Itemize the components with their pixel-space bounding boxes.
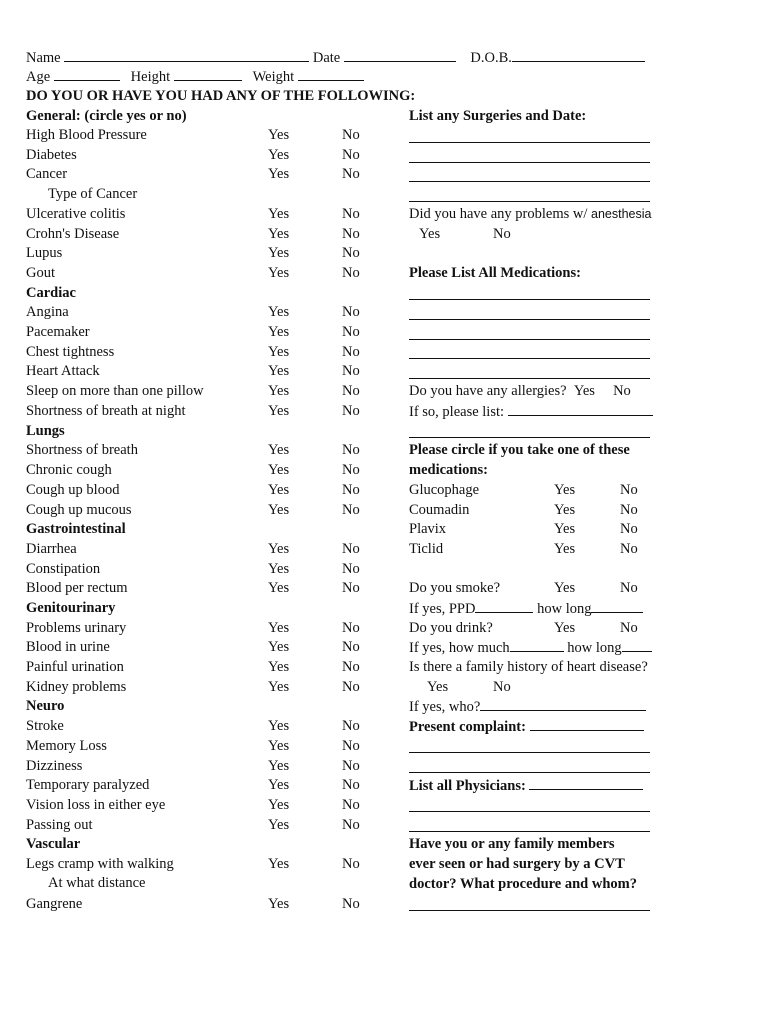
- yes-option[interactable]: Yes: [268, 166, 290, 182]
- med-row-glucophage: [409, 482, 649, 502]
- complaint-line[interactable]: [409, 772, 650, 773]
- anesthesia-no[interactable]: No: [493, 226, 511, 242]
- section-genitourinary: [26, 600, 376, 620]
- row-cough-blood: [26, 482, 376, 502]
- med-name: Glucophage: [409, 482, 480, 498]
- cvt-question-line-3: doctor? What procedure and whom?: [409, 876, 637, 892]
- section-genitourinary-label: Genitourinary: [26, 600, 116, 616]
- allergies-question: [409, 383, 631, 400]
- dob-field[interactable]: [512, 49, 645, 62]
- row-vision-loss: [26, 797, 376, 817]
- row-label: High Blood Pressure: [26, 127, 147, 143]
- anesthesia-question: [409, 206, 652, 223]
- yes-option[interactable]: Yes: [268, 383, 290, 399]
- med-row-plavix: [409, 521, 649, 541]
- if-yes-who-field[interactable]: [480, 698, 646, 711]
- no-option[interactable]: No: [342, 403, 360, 419]
- surgeries-heading: List any Surgeries and Date:: [409, 108, 587, 124]
- no-option[interactable]: No: [342, 817, 360, 833]
- row-label: Cough up blood: [26, 482, 120, 498]
- row-label: Type of Cancer: [48, 186, 138, 202]
- anesthesia-question-text: Did you have any problems w/: [409, 206, 588, 222]
- section-vascular: [26, 836, 376, 856]
- row-label: Chest tightness: [26, 344, 115, 360]
- header-line-1: [26, 49, 645, 67]
- no-option[interactable]: No: [620, 620, 638, 636]
- form-question: DO YOU OR HAVE YOU HAD ANY OF THE FOLLOWING:: [26, 88, 416, 104]
- no-option[interactable]: No: [342, 502, 360, 518]
- row-label: Blood per rectum: [26, 580, 128, 596]
- yes-option[interactable]: Yes: [554, 521, 576, 537]
- no-option[interactable]: No: [342, 363, 360, 379]
- no-option[interactable]: No: [342, 718, 360, 734]
- yes-option[interactable]: Yes: [268, 561, 290, 577]
- ppd-label: If yes, PPD: [409, 601, 476, 617]
- yes-option[interactable]: Yes: [268, 344, 290, 360]
- yes-option[interactable]: Yes: [268, 363, 290, 379]
- row-angina: [26, 304, 376, 324]
- yes-option[interactable]: Yes: [268, 659, 290, 675]
- yes-option[interactable]: Yes: [268, 265, 290, 281]
- present-complaint-field[interactable]: [530, 718, 644, 731]
- section-cardiac-label: Cardiac: [26, 285, 76, 301]
- anesthesia-yes[interactable]: Yes: [419, 226, 441, 242]
- med-row-coumadin: [409, 502, 649, 522]
- drink-row: [409, 620, 649, 640]
- if-yes-who-row: [409, 698, 646, 716]
- medications-heading: Please List All Medications:: [409, 265, 581, 281]
- row-diabetes: [26, 147, 376, 167]
- no-option[interactable]: No: [342, 896, 360, 912]
- yes-option[interactable]: Yes: [554, 620, 576, 636]
- smoke-row: [409, 580, 649, 600]
- med-name: Ticlid: [409, 541, 444, 557]
- no-option[interactable]: No: [342, 777, 360, 793]
- no-option[interactable]: No: [620, 580, 638, 596]
- no-option[interactable]: No: [342, 127, 360, 143]
- yes-option[interactable]: Yes: [268, 777, 290, 793]
- yes-option[interactable]: Yes: [268, 403, 290, 419]
- row-blood-rectum: [26, 580, 376, 600]
- row-heart-attack: [26, 363, 376, 383]
- yes-option[interactable]: Yes: [268, 206, 290, 222]
- row-constipation: [26, 561, 376, 581]
- row-label: Passing out: [26, 817, 93, 833]
- dob-label: D.O.B.: [470, 50, 512, 66]
- section-vascular-label: Vascular: [26, 836, 81, 852]
- physicians-row: [409, 777, 643, 795]
- yes-option[interactable]: Yes: [554, 580, 576, 596]
- drink-amount-row: [409, 639, 652, 657]
- yes-option[interactable]: Yes: [268, 147, 290, 163]
- medications-line[interactable]: [409, 339, 650, 340]
- allergies-question-text: Do you have any allergies?: [409, 383, 567, 399]
- complaint-line[interactable]: [409, 752, 650, 753]
- med-row-ticlid: [409, 541, 649, 561]
- cvt-answer-line[interactable]: [409, 910, 650, 911]
- weight-field[interactable]: [298, 68, 364, 81]
- row-label: Legs cramp with walking: [26, 856, 174, 872]
- no-option[interactable]: No: [620, 521, 638, 537]
- yes-option[interactable]: Yes: [268, 482, 290, 498]
- no-option[interactable]: No: [342, 147, 360, 163]
- med-name: Coumadin: [409, 502, 470, 518]
- header-line-2: [26, 68, 364, 86]
- surgeries-line[interactable]: [409, 181, 650, 182]
- row-label: Shortness of breath at night: [26, 403, 186, 419]
- row-label: Stroke: [26, 718, 64, 734]
- row-pacemaker: [26, 324, 376, 344]
- med-name: Plavix: [409, 521, 447, 537]
- row-temporary-paralyzed: [26, 777, 376, 797]
- row-label: Heart Attack: [26, 363, 100, 379]
- no-option[interactable]: No: [342, 659, 360, 675]
- medications-line[interactable]: [409, 358, 650, 359]
- physicians-line[interactable]: [409, 831, 650, 832]
- physicians-field[interactable]: [529, 777, 643, 790]
- yes-option[interactable]: Yes: [554, 541, 576, 557]
- yes-option[interactable]: Yes: [268, 758, 290, 774]
- yes-option[interactable]: Yes: [268, 304, 290, 320]
- yes-option[interactable]: Yes: [268, 896, 290, 912]
- row-gangrene: [26, 896, 376, 916]
- yes-option[interactable]: Yes: [268, 127, 290, 143]
- row-painful-urination: [26, 659, 376, 679]
- age-label: Age: [26, 69, 51, 85]
- row-what-distance: [26, 875, 376, 895]
- row-sleep-pillow: [26, 383, 376, 403]
- yes-option[interactable]: Yes: [268, 226, 290, 242]
- row-label: Constipation: [26, 561, 101, 577]
- ppd-row: [409, 600, 643, 618]
- row-legs-cramp: [26, 856, 376, 876]
- row-label: Lupus: [26, 245, 63, 261]
- row-label: Angina: [26, 304, 69, 320]
- no-option[interactable]: No: [342, 226, 360, 242]
- anesthesia-word: anesthesia: [591, 207, 652, 221]
- no-option[interactable]: No: [342, 561, 360, 577]
- no-option[interactable]: No: [342, 738, 360, 754]
- smoke-how-long-field[interactable]: [591, 600, 643, 613]
- no-option[interactable]: No: [342, 166, 360, 182]
- row-sob-night: [26, 403, 376, 423]
- name-label: Name: [26, 50, 61, 66]
- yes-option[interactable]: Yes: [268, 620, 290, 636]
- row-ulcerative-colitis: [26, 206, 376, 226]
- row-label: Chronic cough: [26, 462, 112, 478]
- yes-option[interactable]: Yes: [268, 738, 290, 754]
- no-option[interactable]: No: [342, 245, 360, 261]
- row-label: Gout: [26, 265, 55, 281]
- row-shortness-of-breath: [26, 442, 376, 462]
- yes-option[interactable]: Yes: [554, 502, 576, 518]
- no-option[interactable]: No: [342, 206, 360, 222]
- smoke-question: Do you smoke?: [409, 580, 501, 596]
- yes-option[interactable]: Yes: [554, 482, 576, 498]
- row-crohns: [26, 226, 376, 246]
- section-gastrointestinal: [26, 521, 376, 541]
- medications-line[interactable]: [409, 378, 650, 379]
- no-option[interactable]: No: [342, 856, 360, 872]
- row-label: Shortness of breath: [26, 442, 138, 458]
- if-yes-who-label: If yes, who?: [409, 699, 481, 715]
- row-kidney: [26, 679, 376, 699]
- row-type-of-cancer: [26, 186, 376, 206]
- family-history-no[interactable]: No: [493, 679, 511, 695]
- yes-option[interactable]: Yes: [268, 856, 290, 872]
- ppd-field[interactable]: [475, 600, 533, 613]
- row-label: Gangrene: [26, 896, 83, 912]
- drink-question: Do you drink?: [409, 620, 493, 636]
- section-cardiac: [26, 285, 376, 305]
- section-lungs: [26, 423, 376, 443]
- allergies-line[interactable]: [409, 437, 650, 438]
- yes-option[interactable]: Yes: [268, 639, 290, 655]
- row-label: Cough up mucous: [26, 502, 132, 518]
- row-label: Vision loss in either eye: [26, 797, 166, 813]
- circle-meds-line-2: medications:: [409, 462, 488, 478]
- row-chest-tightness: [26, 344, 376, 364]
- row-label: Memory Loss: [26, 738, 107, 754]
- row-gout: [26, 265, 376, 285]
- yes-option[interactable]: Yes: [268, 718, 290, 734]
- how-much-label: If yes, how much: [409, 640, 510, 656]
- section-lungs-label: Lungs: [26, 423, 65, 439]
- yes-option[interactable]: Yes: [268, 462, 290, 478]
- row-label: Sleep on more than one pillow: [26, 383, 204, 399]
- row-passing-out: [26, 817, 376, 837]
- no-option[interactable]: No: [342, 383, 360, 399]
- section-gastrointestinal-label: Gastrointestinal: [26, 521, 126, 537]
- no-option[interactable]: No: [342, 344, 360, 360]
- section-general: [26, 108, 376, 128]
- no-option[interactable]: No: [620, 541, 638, 557]
- allergies-list-field[interactable]: [508, 403, 653, 416]
- no-option[interactable]: No: [620, 502, 638, 518]
- section-neuro-label: Neuro: [26, 698, 65, 714]
- name-field[interactable]: [64, 49, 309, 62]
- row-stroke: [26, 718, 376, 738]
- how-long-label: how long: [537, 601, 592, 617]
- date-label: Date: [312, 50, 341, 66]
- cvt-question-line-1: Have you or any family members: [409, 836, 615, 852]
- row-lupus: [26, 245, 376, 265]
- yes-option[interactable]: Yes: [268, 324, 290, 340]
- weight-label: Weight: [252, 69, 295, 85]
- surgeries-line[interactable]: [409, 162, 650, 163]
- medications-line[interactable]: [409, 319, 650, 320]
- row-chronic-cough: [26, 462, 376, 482]
- row-label: Kidney problems: [26, 679, 127, 695]
- yes-option[interactable]: Yes: [268, 502, 290, 518]
- allergies-no[interactable]: No: [613, 383, 631, 399]
- no-option[interactable]: No: [342, 639, 360, 655]
- row-dizziness: [26, 758, 376, 778]
- circle-meds-line-1: Please circle if you take one of these: [409, 442, 630, 458]
- row-label: Blood in urine: [26, 639, 110, 655]
- row-label: Cancer: [26, 166, 68, 182]
- yes-option[interactable]: Yes: [268, 679, 290, 695]
- row-label: Painful urination: [26, 659, 124, 675]
- allergies-yes[interactable]: Yes: [573, 383, 595, 399]
- section-general-label: General: (circle yes or no): [26, 108, 187, 124]
- row-label: At what distance: [48, 875, 146, 891]
- drink-how-long-field[interactable]: [622, 639, 652, 652]
- no-option[interactable]: No: [342, 541, 360, 557]
- row-label: Ulcerative colitis: [26, 206, 126, 222]
- no-option[interactable]: No: [342, 580, 360, 596]
- row-label: Temporary paralyzed: [26, 777, 150, 793]
- no-option[interactable]: No: [342, 679, 360, 695]
- no-option[interactable]: No: [620, 482, 638, 498]
- no-option[interactable]: No: [342, 265, 360, 281]
- row-label: Problems urinary: [26, 620, 127, 636]
- yes-option[interactable]: Yes: [268, 797, 290, 813]
- row-diarrhea: [26, 541, 376, 561]
- no-option[interactable]: No: [342, 482, 360, 498]
- height-field[interactable]: [174, 68, 242, 81]
- yes-option[interactable]: Yes: [268, 817, 290, 833]
- row-label: Crohn's Disease: [26, 226, 120, 242]
- no-option[interactable]: No: [342, 324, 360, 340]
- row-label: Diabetes: [26, 147, 77, 163]
- yes-option[interactable]: Yes: [268, 245, 290, 261]
- row-high-blood-pressure: [26, 127, 376, 147]
- row-label: Dizziness: [26, 758, 83, 774]
- row-cough-mucous: [26, 502, 376, 522]
- row-memory-loss: [26, 738, 376, 758]
- row-label: Diarrhea: [26, 541, 77, 557]
- allergies-list-row: [409, 403, 653, 421]
- medications-line[interactable]: [409, 299, 650, 300]
- row-blood-urine: [26, 639, 376, 659]
- no-option[interactable]: No: [342, 304, 360, 320]
- date-field[interactable]: [344, 49, 456, 62]
- no-option[interactable]: No: [342, 442, 360, 458]
- surgeries-line[interactable]: [409, 142, 650, 143]
- present-complaint-label: Present complaint:: [409, 719, 526, 735]
- row-cancer: [26, 166, 376, 186]
- yes-option[interactable]: Yes: [268, 442, 290, 458]
- physicians-label: List all Physicians:: [409, 778, 526, 794]
- row-problems-urinary: [26, 620, 376, 640]
- height-label: Height: [130, 69, 171, 85]
- no-option[interactable]: No: [342, 462, 360, 478]
- yes-option[interactable]: Yes: [268, 580, 290, 596]
- section-neuro: [26, 698, 376, 718]
- how-long-label: how long: [567, 640, 622, 656]
- no-option[interactable]: No: [342, 797, 360, 813]
- family-history-question: Is there a family history of heart disease?: [409, 659, 648, 675]
- allergies-list-label: If so, please list:: [409, 404, 505, 420]
- row-label: Pacemaker: [26, 324, 90, 340]
- age-field[interactable]: [54, 68, 120, 81]
- no-option[interactable]: No: [342, 620, 360, 636]
- yes-option[interactable]: Yes: [268, 541, 290, 557]
- surgeries-line[interactable]: [409, 201, 650, 202]
- physicians-line[interactable]: [409, 811, 650, 812]
- present-complaint-row: [409, 718, 644, 736]
- family-history-yes[interactable]: Yes: [427, 679, 449, 695]
- how-much-field[interactable]: [510, 639, 564, 652]
- cvt-question-line-2: ever seen or had surgery by a CVT: [409, 856, 625, 872]
- no-option[interactable]: No: [342, 758, 360, 774]
